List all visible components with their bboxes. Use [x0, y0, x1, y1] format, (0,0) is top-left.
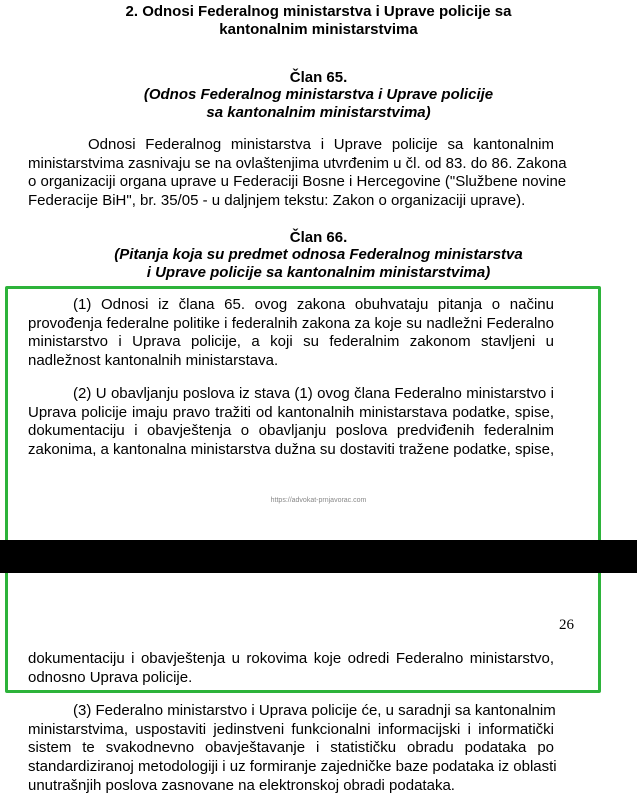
article-66-paragraph-1 — [28, 296, 554, 371]
article-66-paragraph-3 — [28, 702, 557, 796]
article-66-paragraph-2 — [28, 385, 554, 460]
text-line: Uprava policije imaju pravo tražiti od kantonalnih ministarstava podatke, spise, — [28, 403, 554, 421]
section-title-line: kantonalnim ministarstvima — [219, 21, 418, 38]
text-line: provođenja federalne politike i federalnih zakona za koje su nadležni Federalno — [28, 314, 554, 332]
section-title — [0, 3, 637, 39]
text-line: sistem te svakodnevno obavještavanje i statističku obradu podataka po — [28, 739, 554, 757]
article-66-subtitle — [0, 246, 637, 282]
watermark-url: https://advokat-prnjavorac.com — [270, 497, 367, 504]
article-subtitle-line: (Odnos Federalnog ministarstva i Uprave policije — [143, 86, 494, 103]
text-line: ministarstvo i Uprava policije, a koji su federalnim zakonom stavljeni u — [28, 333, 554, 351]
page-break-bar — [0, 540, 637, 573]
text-line: nadležnost kantonalnih ministarstava. — [28, 352, 279, 370]
article-65-subtitle — [0, 86, 637, 122]
text-line: ministarstvima zasnivaju se na ovlaštenjima utvrđenim u čl. od 83. do 86. Zakona — [28, 154, 567, 172]
page-number: 26 — [559, 617, 574, 633]
text-line: (3) Federalno ministarstvo i Uprava policije će, u saradnji sa kantonalnim — [73, 702, 556, 719]
text-line: dokumentaciju i obavještenja o obavljanju poslova predviđenih federalnim — [28, 422, 554, 440]
text-line: odnosno Uprava policije. — [28, 668, 193, 686]
text-line: Odnosi Federalnog ministarstva i Uprave policije sa kantonalnim — [88, 136, 554, 153]
text-line: o organizaciji organa uprave u Federaciji Bosne i Hercegovine ("Službene novine — [28, 173, 567, 191]
text-line: dokumentaciju i obavještenja u rokovima koje odredi Federalno ministarstvo, — [28, 650, 554, 667]
text-line: (1) Odnosi iz člana 65. ovog zakona obuhvataju pitanja o načinu — [73, 296, 554, 313]
section-title-line: 2. Odnosi Federalnog ministarstva i Uprave policije sa — [125, 3, 512, 20]
text-line: ministarstvima, uspostaviti jedinstveni funkcionalni informacijski i informatički — [28, 720, 554, 738]
article-65-number: Član 65. — [289, 69, 348, 86]
text-line: zakonima, a kantonalna ministarstva dužna su dostaviti tražene podatke, spise, — [28, 441, 555, 459]
article-subtitle-line: i Uprave policije sa kantonalnim ministarstvima) — [146, 264, 491, 281]
text-line: (2) U obavljanju poslova iz stava (1) ovog člana Federalno ministarstvo i — [73, 385, 554, 402]
article-66-paragraph-2-continued — [28, 650, 554, 687]
text-line: standardiziranoj metodologiji i uz formiranje zajedničke baze podataka iz oblasti — [28, 758, 557, 776]
article-subtitle-line: sa kantonalnim ministarstvima) — [206, 104, 431, 121]
article-65-paragraph — [28, 136, 567, 211]
article-subtitle-line: (Pitanja koja su predmet odnosa Federalnog ministarstva — [114, 246, 523, 263]
text-line: unutrašnjih poslova zasnovane na elektronskoj obradi podataka. — [28, 776, 455, 794]
text-line: Federacije BiH", br. 35/05 - u daljnjem tekstu: Zakon o organizaciji uprave). — [28, 192, 526, 210]
article-66-number: Član 66. — [289, 229, 348, 246]
